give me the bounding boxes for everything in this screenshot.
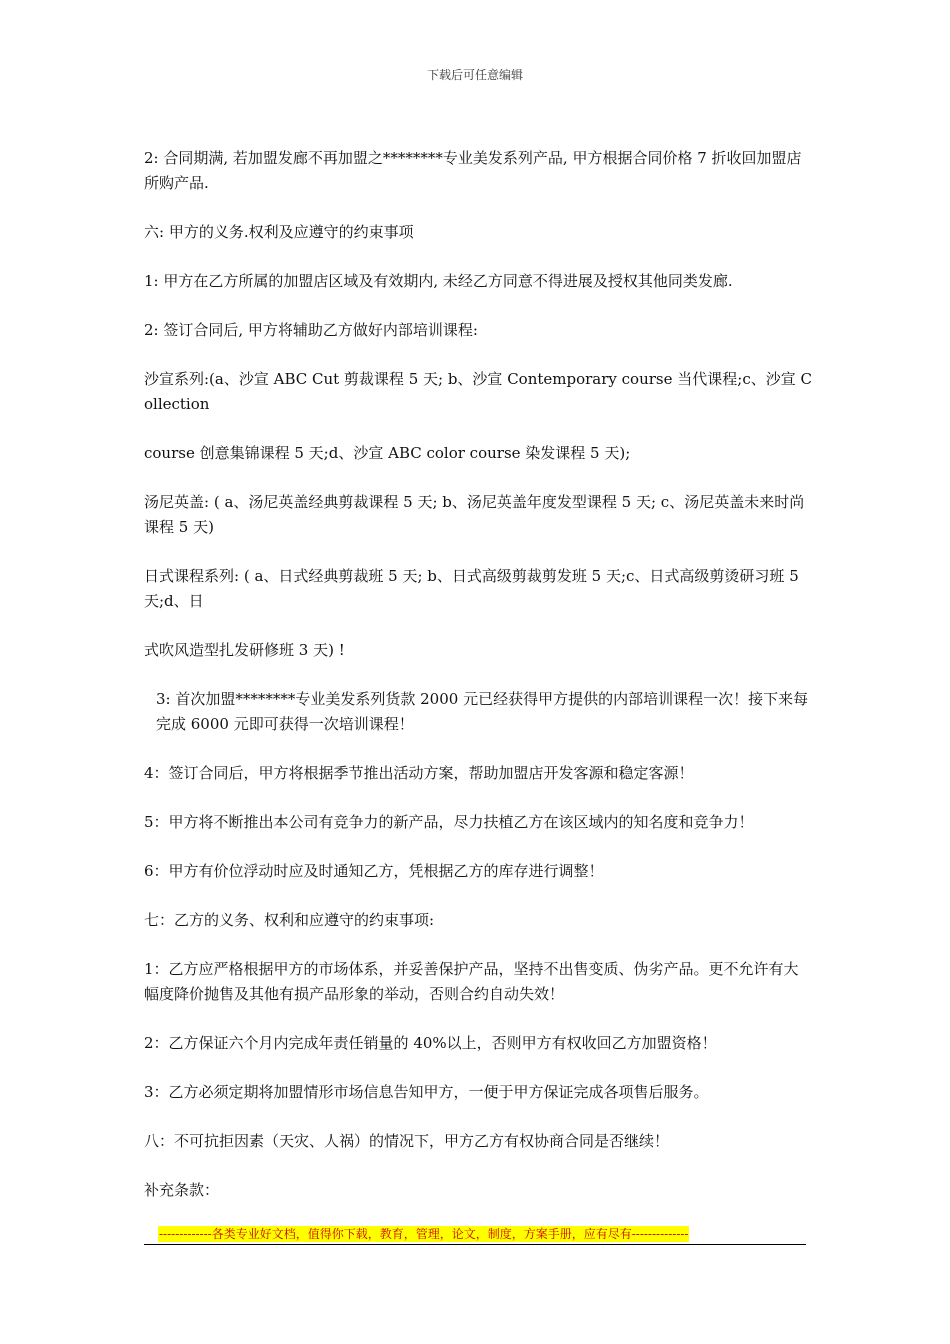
footer-banner-text: -------------各类专业好文档，值得你下载，教育，管理，论文，制度，方案手册，应有尽有-------------- — [159, 1227, 689, 1241]
clause-paragraph: 5：甲方将不断推出本公司有竞争力的新产品，尽力扶植乙方在该区域内的知名度和竞争力！ — [144, 813, 754, 831]
section-heading: 八：不可抗拒因素（天灾、人祸）的情况下，甲方乙方有权协商合同是否继续！ — [144, 1132, 670, 1150]
course-list-paragraph: 沙宣系列:(a、沙宣 ABC Cut 剪裁课程 5 天; b、沙宣 Contemporary course 当代课程;c、沙宣 Collection — [144, 370, 812, 413]
page-header: 下载后可任意编辑 — [426, 68, 523, 82]
supplementary-heading: 补充条款： — [144, 1181, 220, 1199]
clause-paragraph: 1：乙方应严格根据甲方的市场体系，并妥善保护产品，坚持不出售变质、伪劣产品。更不允许有大幅度降价抛售及其他有损产品形象的举动，否则合约自动失效！ — [144, 960, 799, 1003]
course-list-paragraph: course 创意集锦课程 5 天;d、沙宣 ABC color course 染发课程 5 天); — [144, 444, 631, 462]
clause-paragraph: 3: 首次加盟********专业美发系列货款 2000 元已经获得甲方提供的内部培训课程一次！接下来每完成 6000 元即可获得一次培训课程！ — [156, 690, 809, 733]
clause-paragraph: 3：乙方必须定期将加盟情形市场信息告知甲方，一便于甲方保证完成各项售后服务。 — [144, 1083, 709, 1101]
course-list-paragraph: 日式课程系列: ( a、日式经典剪裁班 5 天; b、日式高级剪裁剪发班 5 天;c、日式高级剪烫研习班 5 天;d、日 — [144, 567, 799, 610]
course-list-paragraph: 式吹风造型扎发研修班 3 天) ! — [144, 641, 345, 659]
course-list-paragraph: 汤尼英盖: ( a、汤尼英盖经典剪裁课程 5 天; b、汤尼英盖年度发型课程 5 天; c、汤尼英盖未来时尚课程 5 天) — [144, 493, 805, 536]
clause-paragraph: 2：乙方保证六个月内完成年责任销量的 40%以上，否则甲方有权收回乙方加盟资格！ — [144, 1034, 717, 1052]
clause-paragraph: 2: 签订合同后, 甲方将辅助乙方做好内部培训课程: — [144, 321, 478, 339]
section-heading: 七：乙方的义务、权利和应遵守的约束事项: — [144, 911, 435, 929]
document-body — [144, 146, 812, 1203]
footer-banner — [144, 1226, 806, 1245]
clause-paragraph: 6：甲方有价位浮动时应及时通知乙方，凭根据乙方的库存进行调整！ — [144, 862, 604, 880]
clause-paragraph: 4：签订合同后，甲方将根据季节推出活动方案，帮助加盟店开发客源和稳定客源！ — [144, 764, 694, 782]
clause-paragraph: 1: 甲方在乙方所属的加盟店区域及有效期内, 未经乙方同意不得进展及授权其他同类发廊. — [144, 272, 733, 290]
clause-paragraph: 2: 合同期满, 若加盟发廊不再加盟之********专业美发系列产品, 甲方根据合同价格 7 折收回加盟店所购产品. — [144, 149, 802, 192]
section-heading: 六: 甲方的义务.权利及应遵守的约束事项 — [144, 223, 414, 241]
